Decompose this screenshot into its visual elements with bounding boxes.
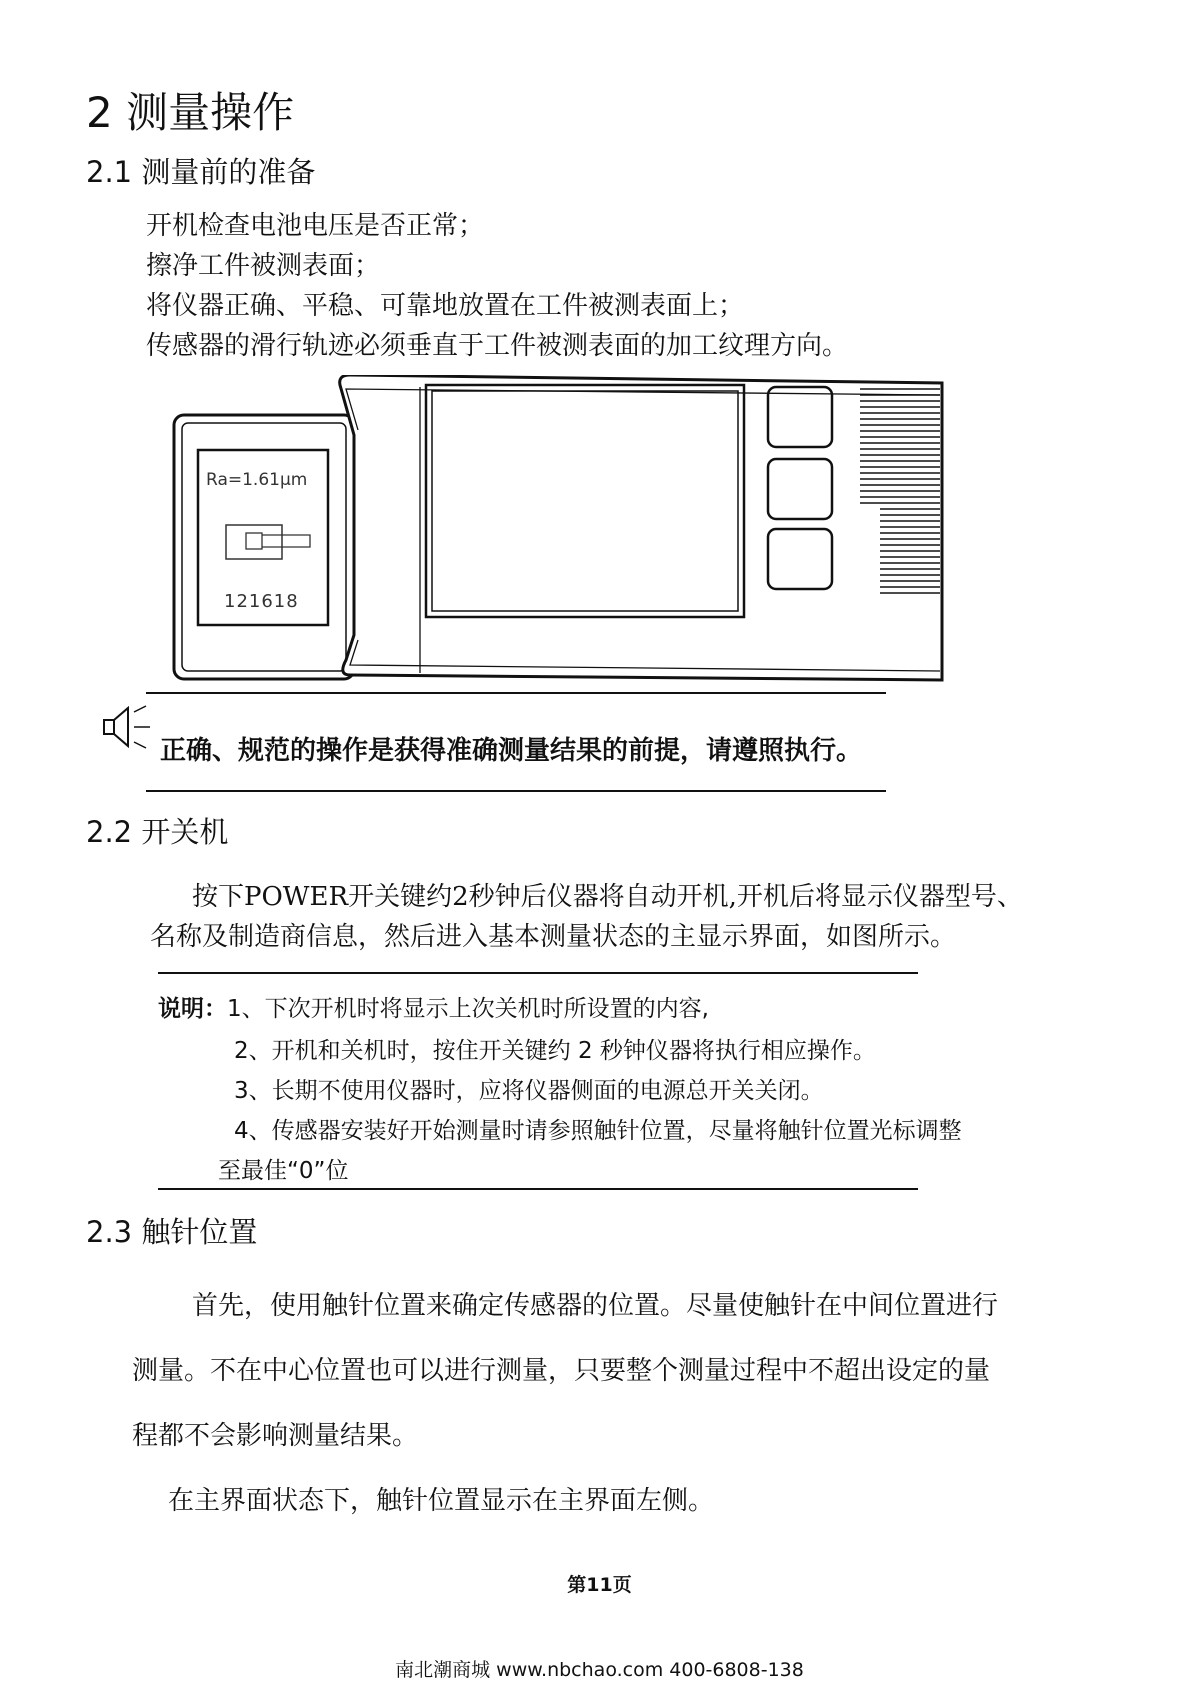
s22-para-line-1: 按下POWER开关键约2秒钟后仪器将自动开机,开机后将显示仪器型号、 <box>192 882 1023 912</box>
prep-line-3: 将仪器正确、平稳、可靠地放置在工件被测表面上； <box>146 291 745 321</box>
note-rule-bottom <box>158 1188 918 1190</box>
s23-para-line-3: 程都不会影响测量结果。 <box>132 1421 419 1451</box>
tip-text: 正确、规范的操作是获得准确测量结果的前提，请遵照执行。 <box>160 736 863 766</box>
device-body <box>340 375 942 680</box>
tip-rule-top <box>146 692 886 694</box>
sensor-reading: Ra=1.61μm <box>206 470 308 490</box>
prep-line-4: 传感器的滑行轨迹必须垂直于工件被测表面的加工纹理方向。 <box>146 331 849 361</box>
note-item-4-cont: 至最佳“0”位 <box>218 1158 349 1184</box>
note-rule-top <box>158 972 918 974</box>
speaker-icon <box>100 698 160 758</box>
note-label: 说明： <box>158 996 227 1022</box>
heading-2-2: 2.2 开关机 <box>86 815 229 849</box>
prep-line-2: 擦净工件被测表面； <box>146 251 381 281</box>
note-item-1: 1、下次开机时将显示上次关机时所设置的内容, <box>227 996 709 1022</box>
s23-para-line-1: 首先，使用触针位置来确定传感器的位置。尽量使触针在中间位置进行 <box>192 1291 999 1321</box>
note-item-3: 3、长期不使用仪器时，应将仪器侧面的电源总开关关闭。 <box>234 1078 824 1104</box>
note-item-2: 2、开机和关机时，按住开关键约 2 秒钟仪器将执行相应操作。 <box>234 1038 876 1064</box>
note-line-1 <box>158 990 709 1023</box>
section-title: 2 测量操作 <box>86 88 295 137</box>
sensor-serial: 121618 <box>224 591 299 612</box>
heading-2-1: 2.1 测量前的准备 <box>86 155 316 189</box>
note-item-4: 4、传感器安装好开始测量时请参照触针位置，尽量将触针位置光标调整 <box>234 1118 962 1144</box>
tip-rule-bottom <box>146 790 886 792</box>
device-illustration <box>160 375 1040 690</box>
prep-line-1: 开机检查电池电压是否正常； <box>146 211 485 241</box>
heading-2-3: 2.3 触针位置 <box>86 1215 258 1249</box>
s23-para-line-2: 测量。不在中心位置也可以进行测量，只要整个测量过程中不超出设定的量 <box>132 1356 991 1386</box>
page-number: 第11页 <box>567 1574 632 1596</box>
footer-site: 南北潮商城 www.nbchao.com 400-6808-138 <box>395 1659 804 1681</box>
s22-para-line-2: 名称及制造商信息，然后进入基本测量状态的主显示界面，如图所示。 <box>150 922 957 952</box>
s23-para-line-4: 在主界面状态下，触针位置显示在主界面左侧。 <box>168 1486 715 1516</box>
